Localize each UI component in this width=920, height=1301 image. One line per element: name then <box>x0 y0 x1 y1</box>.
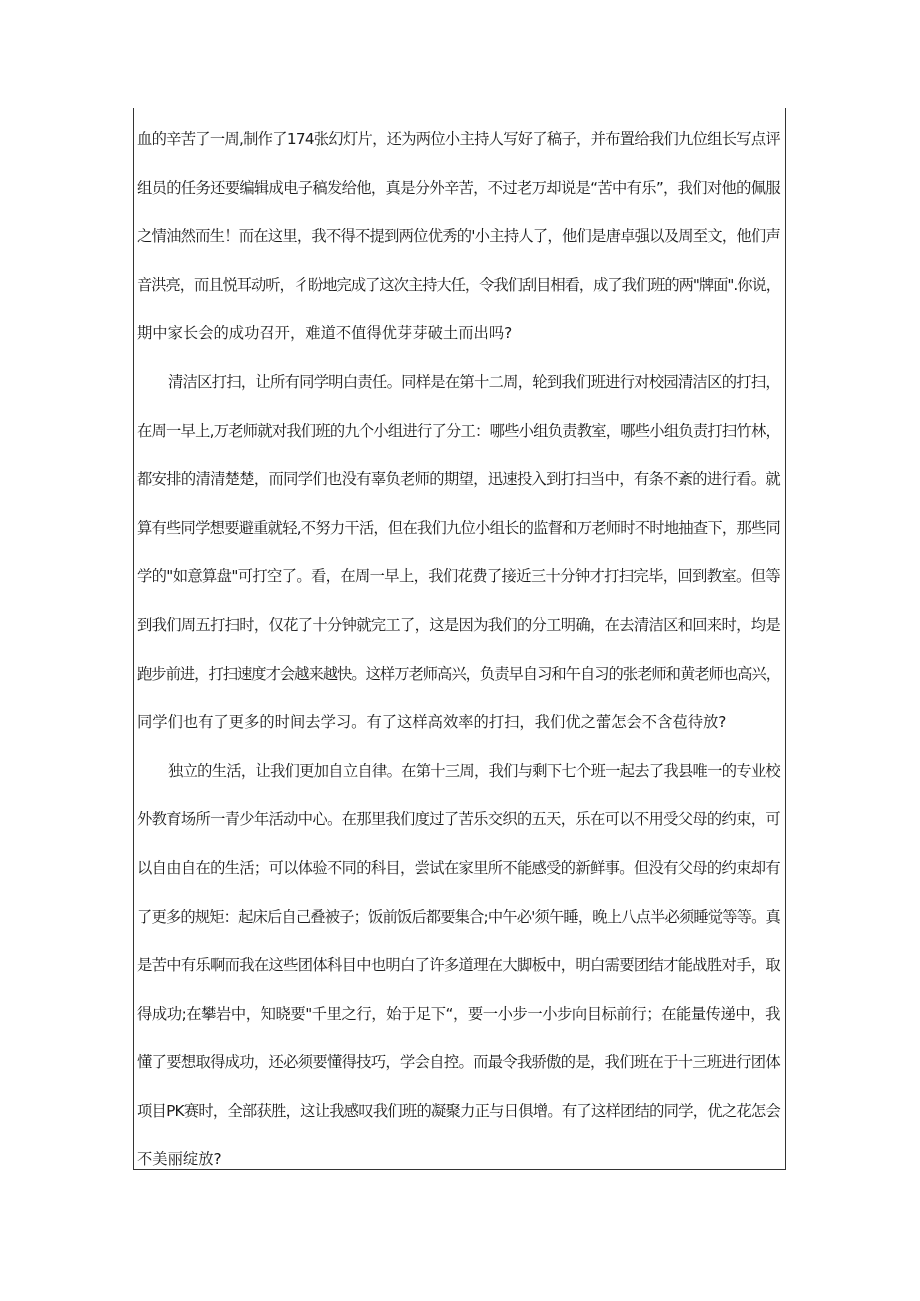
text-line: 到我们周五打扫时，仅花了十分钟就完工了，这是因为我们的分工明确，在去清洁区和回来时，均是 <box>137 615 780 634</box>
text-line: 了更多的规矩：起床后自己叠被子；饭前饭后都要集合;中午必'须午睡，晚上八点半必须睡觉等等。真 <box>137 907 780 926</box>
paragraph-1 <box>137 124 782 367</box>
text-line: 学的"如意算盘"可打空了。看，在周一早上，我们花费了接近三十分钟才打扫完毕，回到教室。但等 <box>137 567 780 586</box>
text-line: 都安排的清清楚楚，而同学们也没有辜负老师的期望，迅速投入到打扫当中，有条不紊的进行看。就 <box>137 470 780 489</box>
text-line: 在周一早上,万老师就对我们班的九个小组进行了分工：哪些小组负责教室，哪些小组负责打扫竹林， <box>137 421 780 440</box>
text-line: 外教育场所一青少年活动中心。在那里我们度过了苦乐交织的五天，乐在可以不用受父母的约束，可 <box>137 810 780 829</box>
document-body <box>137 124 782 1193</box>
text-line: 是苦中有乐啊而我在这些团体科目中也明白了许多道理在大脚板中，明白需要团结才能战胜对手，取 <box>137 956 780 975</box>
text-line: 组员的任务还要编辑成电子稿发给他，真是分外辛苦，不过老万却说是“苦中有乐”，我们对他的佩服 <box>137 178 780 197</box>
paragraph-2 <box>137 367 782 756</box>
text-line: 算有些同学想要避重就轻,不努力干活，但在我们九位小组长的监督和万老师时不时地抽查下，那些同 <box>137 518 780 537</box>
text-line: 清洁区打扫，让所有同学明白责任。同样是在第十二周，轮到我们班进行对校园清洁区的打扫， <box>168 372 780 391</box>
text-line: 跑步前进，打扫速度才会越来越快。这样万老师高兴，负责早自习和午自习的张老师和黄老师也高兴， <box>137 664 780 683</box>
text-line: 得成功;在攀岩中，知晓要"千里之行，始于足下“，要一小步一小步向目标前行；在能量传递中，我 <box>137 1004 780 1023</box>
text-line: 懂了要想取得成功，还必须要懂得技巧，学会自控。而最令我骄傲的是，我们班在于十三班进行团体 <box>137 1053 780 1072</box>
text-line: 期中家长会的成功召开，难道不值得优芽芽破土而出吗? <box>137 324 513 343</box>
text-line: 独立的生活，让我们更加自立自律。在第十三周，我们与剩下七个班一起去了我县唯一的专业校 <box>168 761 780 780</box>
text-line: 血的辛苦了一周,制作了174张幻灯片，还为两位小主持人写好了稿子，并布置给我们九位组长写点评 <box>137 130 781 148</box>
text-line: 之情油然而生！而在这里，我不得不提到两位优秀的'小主持人了，他们是唐卓强以及周至文，他们声 <box>137 227 780 246</box>
paragraph-3 <box>137 756 782 1193</box>
text-line: 不美丽绽放? <box>137 1150 222 1169</box>
text-line: 项目PK赛时，全部获胜，这让我感叹我们班的凝聚力正与日俱增。有了这样团结的同学，优之花怎会 <box>137 1101 780 1120</box>
text-line: 以自由自在的生活；可以体验不同的科目，尝试在家里所不能感受的新鲜事。但没有父母的约束却有 <box>137 858 780 877</box>
text-line: 音洪亮，而且悦耳动听，彳盼地完成了这次主持大任，令我们刮目相看，成了我们班的两"牌面".你说， <box>137 275 781 294</box>
text-line: 同学们也有了更多的时间去学习。有了这样高效率的打扫，我们优之蕾怎会不含苞待放? <box>137 713 727 732</box>
